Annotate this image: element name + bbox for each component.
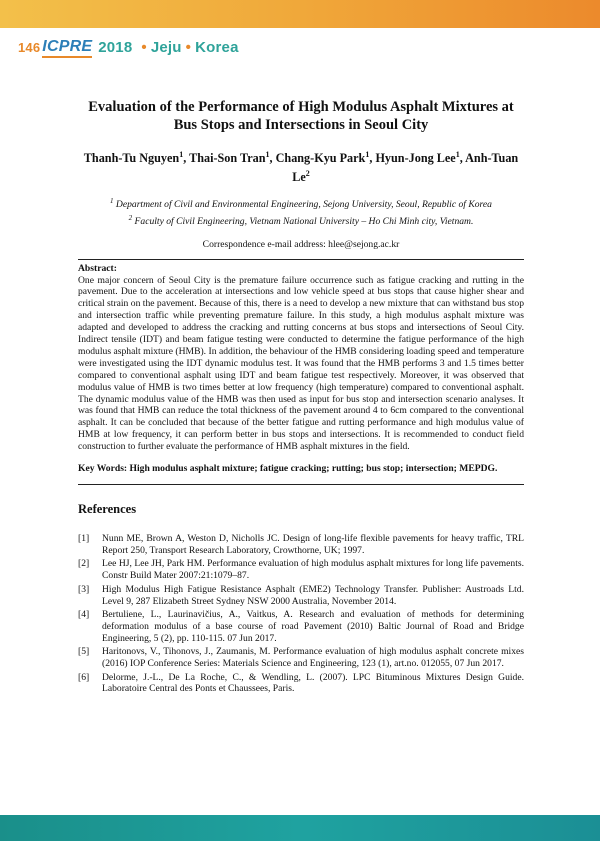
- author-name: Hyun-Jong Lee: [375, 151, 456, 166]
- logo-city: Jeju: [150, 38, 182, 56]
- reference-number: [6]: [78, 671, 90, 683]
- reference-item: [78, 558, 524, 582]
- author-affiliation-mark: 2: [305, 169, 310, 179]
- author-name: Thai-Son Tran: [189, 151, 266, 166]
- author-affiliation-mark: 1: [455, 150, 460, 159]
- reference-item: [78, 672, 524, 696]
- reference-item: [78, 609, 524, 645]
- logo-country: Korea: [195, 38, 239, 56]
- affiliation: $^2$ Faculty of Civil Engineering, Vietnam National University – Ho Chi Minh city, Vietnam.: [128, 213, 474, 227]
- reference-text: Haritonovs, V., Tihonovs, J., Zaumanis, M. Performance evaluation of high modulus asphalt concrete mixes (2016) IOP Conference Series: Materials Science and Engineering, 123 (1), art.no. 012055, 07 Jun 2017.: [102, 646, 524, 670]
- divider: [78, 259, 524, 260]
- reference-number: [2]: [78, 558, 90, 570]
- author-name: Chang-Kyu Park: [275, 151, 366, 166]
- paper-content: [78, 98, 524, 697]
- references-heading: References: [78, 502, 137, 517]
- affiliation-list: [78, 195, 524, 228]
- reference-item: [78, 646, 524, 670]
- divider: [78, 484, 524, 485]
- reference-number: [1]: [78, 533, 90, 545]
- reference-text: Nunn ME, Brown A, Weston D, Nicholls JC. Design of long-life flexible pavements for heavy traffic, TRL Report 250, Transport Research Laboratory, Crowthorne, UK; 1997.: [102, 533, 524, 556]
- reference-item: [78, 584, 524, 608]
- reference-text: Bertuliene, L., Laurinavičius, A., Vaitkus, A. Research and evaluation of methods for determining deformation modulus of a base course of road Pavement (2010) Baltic Journal of Road and Bridge Engineering, 5 (2), pp. 110-115. 07 Jun 2017.: [102, 609, 524, 644]
- logo-separator: •: [185, 38, 192, 56]
- reference-text: Delorme, J.-L., De La Roche, C., & Wendling, L. (2007). LPC Bituminous Mixtures Design Guide. Laboratoire Central des Ponts et Chaussees, Paris.: [102, 671, 524, 695]
- logo-acronym: ICPRE: [42, 38, 93, 55]
- correspondence-email: Correspondence e-mail address: hlee@sejong.ac.kr: [202, 238, 400, 250]
- author-name: Thanh-Tu Nguyen: [83, 151, 180, 166]
- author-name: Anh-Tuan Le: [292, 151, 519, 185]
- abstract-text: One major concern of Seoul City is the premature failure occurrence such as fatigue cracking and rutting in the pavement. Due to the acceleration at intersections and low vehicle speed at bus stops that cause higher shear and critical strain on the pavement. Because of this, there is a need to develop a new mixture that can withstand bus stop and intersection traffic while preventing premature failure. In this study, a high modulus asphalt mixture was adapted and developed to address the cracking and rutting concerns at bus stops and intersections of Seoul City. Indirect tensile (IDT) and beam fatigue testing were conducted to determine the fatigue performance of the high modulus asphalt mixture (HMB). In addition, the behaviour of the HMB considering loading speed and temperature were investigated using the IDT dynamic modulus test. It was found that the HMB performs 3 and 1.5 times better compared to conventional asphalt using IDT and beam fatigue test respectively. Moreover, it was observed that modulus value of HMB is two times better at low frequency (high temperature) compared to conventional asphalt. The dynamic modulus value of the HMB was then used as input for bus stop and intersection scenario analyses. It was found that HMB can reduce the total thickness of the pavement around 4 to 6cm compared to the conventional asphalt. It can be concluded that because of the better fatigue and rutting performance and high modulus value of HMB at low frequency, it can perform better in bus stops and intersections. It is recommended to conduct field construction to further evaluate the performance of HMB asphalt mixtures in the field.: [78, 274, 524, 453]
- author-affiliation-mark: 1: [179, 150, 184, 159]
- paper-title: Evaluation of the Performance of High Modulus Asphalt Mixtures at Bus Stops and Intersections in Seoul City: [88, 99, 514, 133]
- conference-logo: [18, 36, 239, 58]
- reference-number: [5]: [78, 646, 90, 658]
- reference-list: [78, 533, 524, 695]
- affiliation: $^1$ Department of Civil and Environmental Engineering, Sejong University, Seoul, Republic of Korea: [110, 197, 492, 211]
- author-affiliation-mark: 1: [365, 150, 370, 159]
- reference-number: [4]: [78, 609, 90, 621]
- abstract-heading: Abstract:: [78, 262, 117, 274]
- keywords: Key Words: High modulus asphalt mixture; fatigue cracking; rutting; bus stop; intersection; MEPDG.: [78, 463, 498, 475]
- logo-separator: •: [141, 38, 147, 56]
- author-affiliation-mark: 1: [265, 150, 270, 159]
- author-list: Thanh-Tu Nguyen$^1$, Thai-Son Tran$^1$, Chang-Kyu Park$^1$, Hyun-Jong Lee$^1$, Anh-Tuan Le$^2$: [83, 150, 519, 185]
- logo-year: 2018: [98, 38, 133, 56]
- logo-edition: 146: [18, 39, 41, 55]
- reference-text: Lee HJ, Lee JH, Park HM. Performance evaluation of high modulus asphalt mixtures for long life pavements. Constr Build Mater 2007:21:1079–87.: [102, 558, 524, 582]
- reference-item: [78, 533, 524, 557]
- reference-text: High Modulus High Fatigue Resistance Asphalt (EME2) Technology Transfer. Publisher: Austroads Ltd. Level 9, 287 Elizabeth Street Sydney NSW 2000 Australia, November 2014.: [102, 583, 524, 607]
- bottom-decorative-band: [0, 815, 600, 841]
- top-decorative-band: [0, 0, 600, 28]
- reference-number: [3]: [78, 583, 90, 595]
